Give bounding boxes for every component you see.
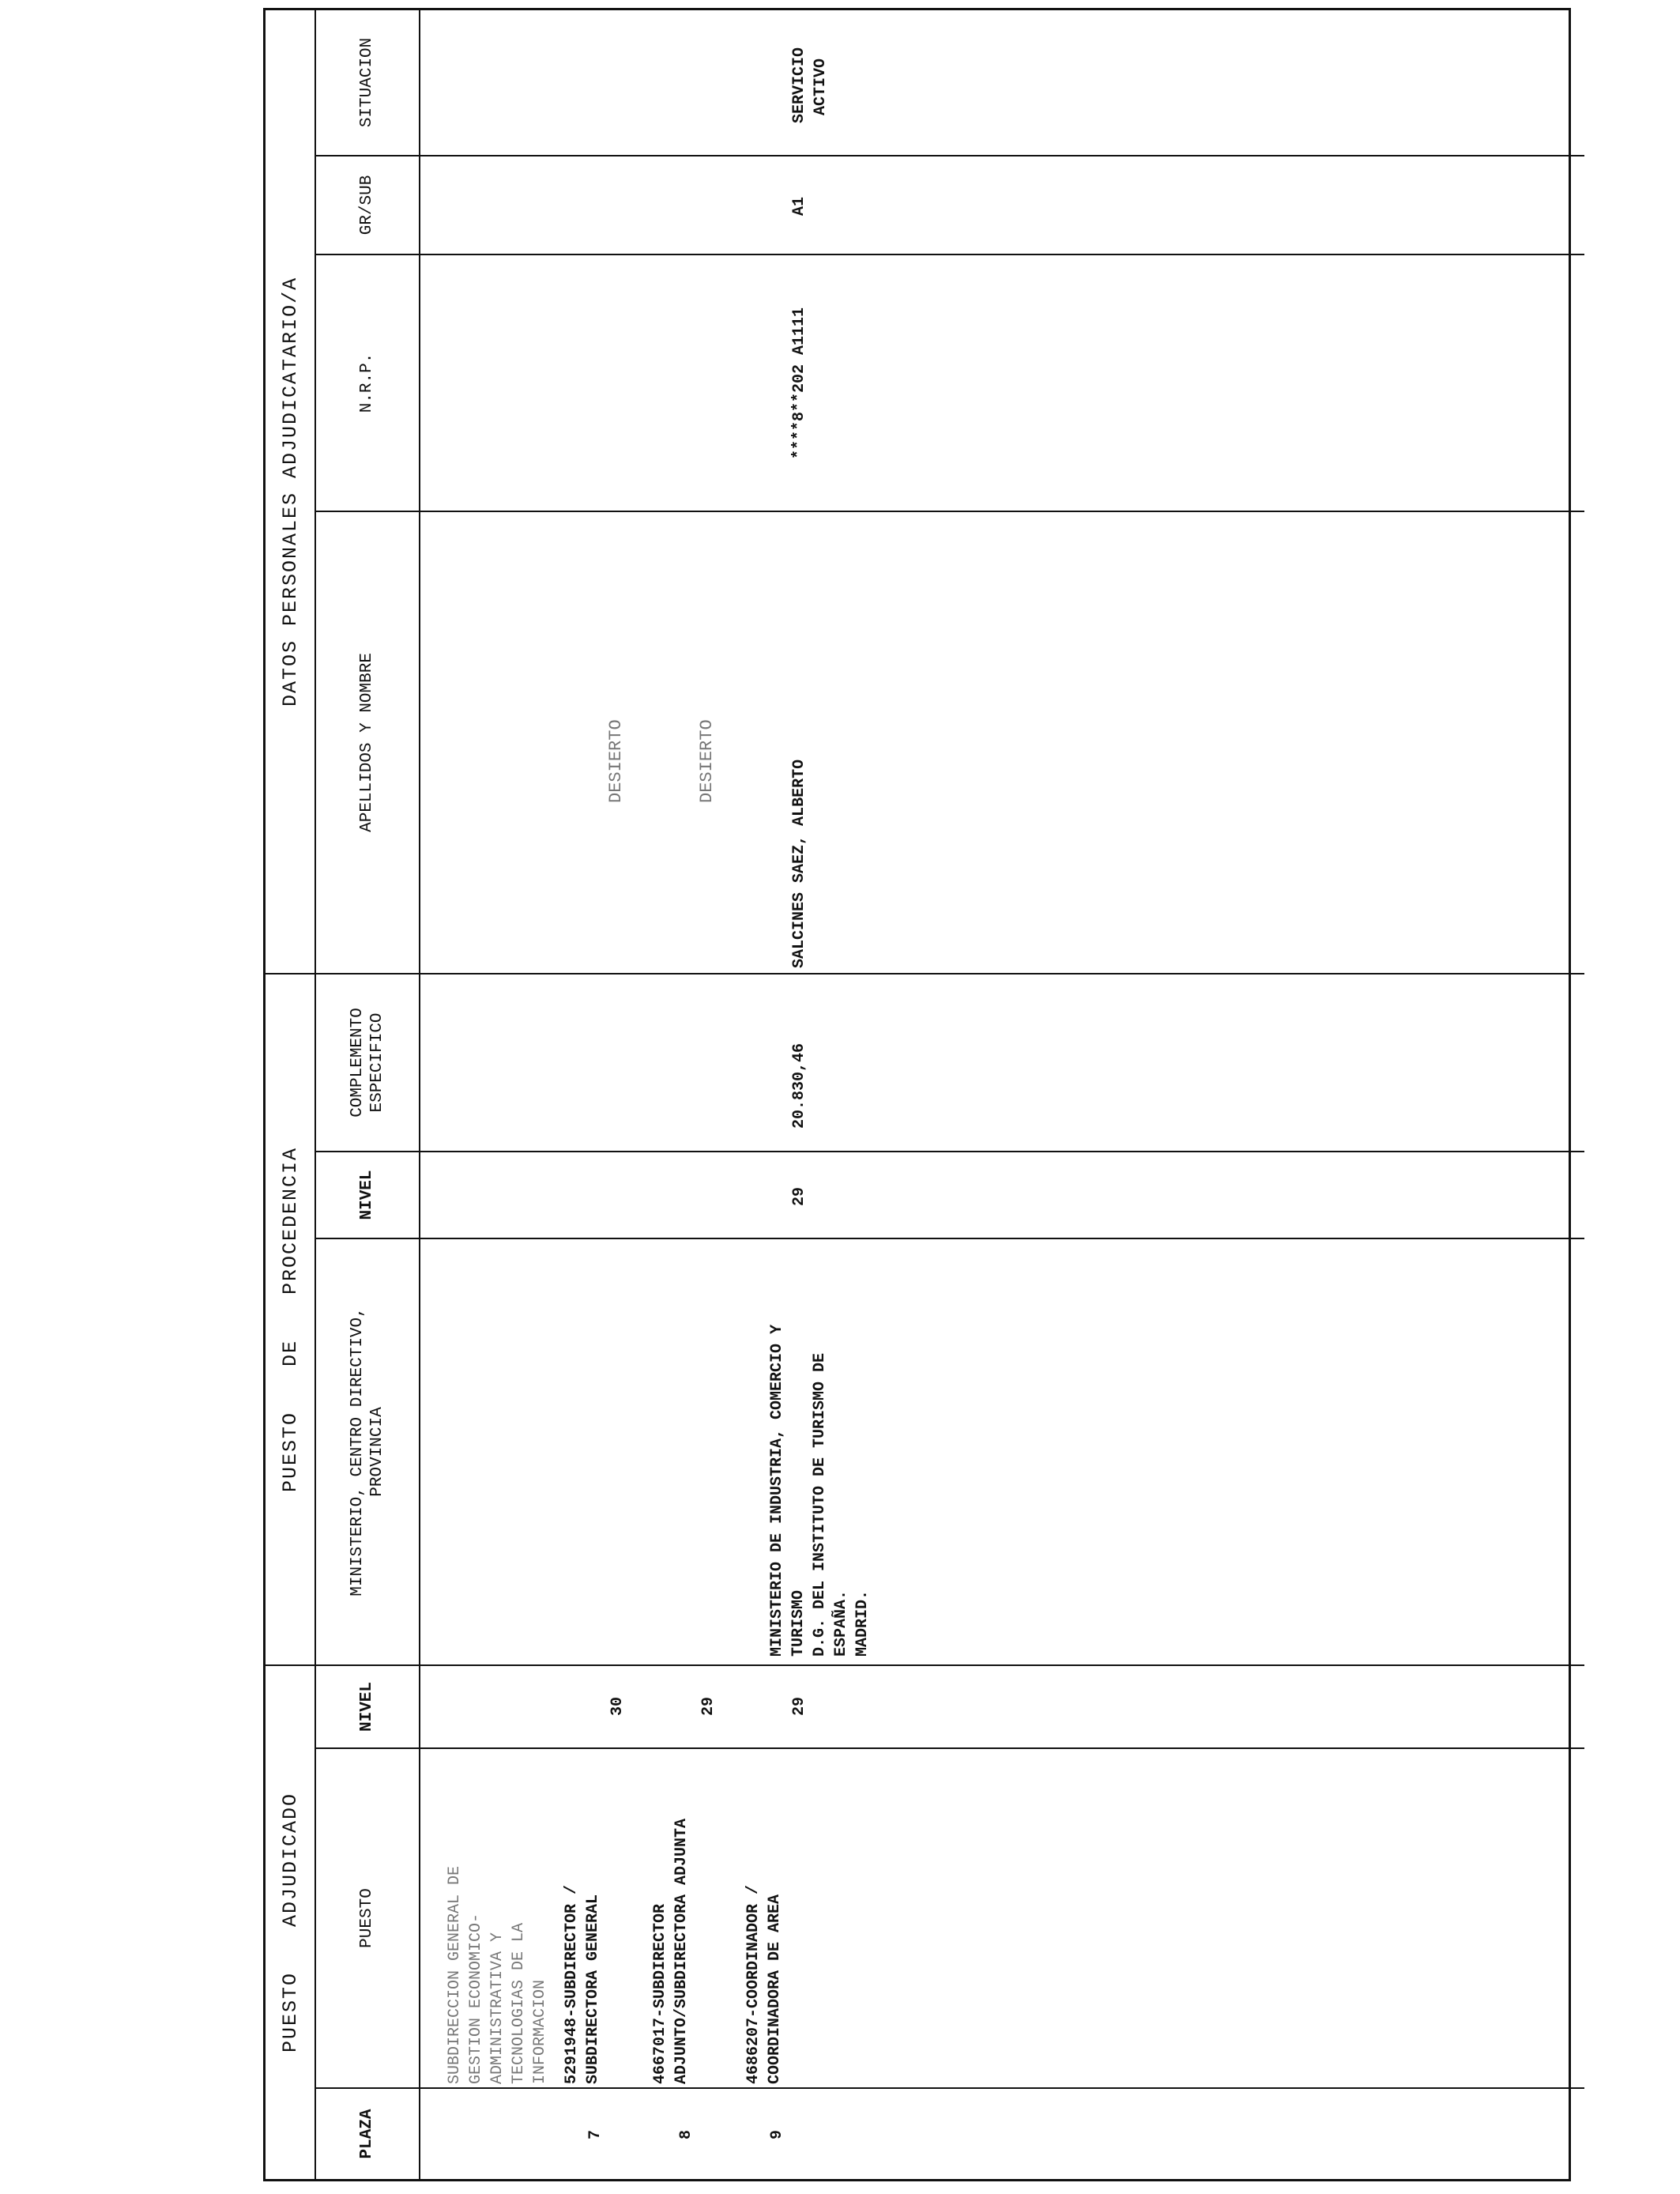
col-nrp: N.R.P. [315, 254, 420, 511]
section-line-1: SUBDIRECCION GENERAL DE [446, 1865, 464, 2084]
col-complemento-line1: COMPLEMENTO [348, 1008, 367, 1118]
row-9-situacion-line-2: ACTIVO [812, 58, 830, 115]
col-grsub: GR/SUB [315, 156, 420, 254]
row-9-situacion-line-1: SERVICIO [790, 47, 808, 123]
row-9-puesto-line-2: COORDINADORA DE AREA [766, 1894, 784, 2084]
col-complemento-line2: ESPECIFICO [368, 1012, 386, 1113]
rotated-table [266, 10, 1569, 2179]
row-9-nivel-procedencia: 29 [790, 1186, 808, 1206]
cell-situacion [420, 10, 1584, 156]
cell-nrp [420, 254, 1584, 511]
row-9-ministerio-line-1: MINISTERIO DE INDUSTRIA, COMERCIO Y [768, 1324, 786, 1657]
row-7-puesto-line-1: 5291948-SUBDIRECTOR / [563, 1884, 581, 2084]
row-9-ministerio-line-5: MADRID. [853, 1589, 872, 1657]
row-8-apellidos: DESIERTO [697, 719, 717, 803]
row-8-nivel: 29 [699, 1696, 718, 1716]
row-9-ministerio-line-3: D.G. DEL INSTITUTO DE TURISMO DE [811, 1352, 829, 1657]
row-9-grsub: A1 [790, 196, 808, 216]
col-ministerio-line1: MINISTERIO, CENTRO DIRECTIVO, [348, 1307, 367, 1596]
col-ministerio [315, 1238, 420, 1665]
row-8-plaza: 8 [677, 2129, 695, 2139]
cell-grsub [420, 156, 1584, 254]
row-9-plaza: 9 [768, 2129, 786, 2139]
col-nivel: NIVEL [315, 1665, 420, 1748]
row-8-puesto-line-1: 4667017-SUBDIRECTOR [651, 1903, 669, 2084]
adjudication-table [266, 10, 1584, 2179]
col-puesto: PUESTO [315, 1748, 420, 2088]
row-8-puesto-line-2: ADJUNTO/SUBDIRECTORA ADJUNTA [672, 1818, 691, 2084]
row-7-nivel: 30 [608, 1696, 627, 1716]
cell-ministerio [420, 1238, 1584, 1665]
cell-nivel-procedencia [420, 1152, 1584, 1238]
row-7-plaza: 7 [586, 2129, 605, 2139]
row-7-puesto-line-2: SUBDIRECTORA GENERAL [584, 1894, 602, 2084]
cell-puesto [420, 1748, 1584, 2088]
row-9-nrp: ****8**202 A1111 [790, 307, 808, 459]
cell-complemento [420, 974, 1584, 1152]
row-9-ministerio-line-2: TURISMO [789, 1589, 808, 1657]
row-9-apellidos: SALCINES SAEZ, ALBERTO [790, 759, 808, 968]
row-9-ministerio-line-4: ESPAÑA. [832, 1589, 850, 1657]
group-puesto-de-procedencia: PUESTO DE PROCEDENCIA [266, 974, 315, 1665]
section-line-2: GESTION ECONOMICO- [467, 1913, 485, 2084]
col-situacion: SITUACION [315, 10, 420, 156]
row-9-puesto-line-1: 4686207-COORDINADOR / [744, 1884, 763, 2084]
group-datos-personales: DATOS PERSONALES ADJUDICATARIO/A [266, 10, 315, 974]
col-ministerio-line2: PROVINCIA [368, 1407, 386, 1497]
section-line-4: TECNOLOGIAS DE LA [510, 1922, 528, 2084]
section-line-3: ADMINISTRATIVA Y [488, 1932, 507, 2084]
row-9-nivel: 29 [790, 1696, 808, 1716]
col-complemento [315, 974, 420, 1152]
col-nivel-procedencia: NIVEL [315, 1152, 420, 1238]
col-apellidos: APELLIDOS Y NOMBRE [315, 511, 420, 974]
section-line-5: INFORMACION [531, 1979, 549, 2084]
cell-plaza [420, 2088, 1584, 2179]
col-plaza: PLAZA [315, 2088, 420, 2179]
row-7-apellidos: DESIERTO [606, 719, 626, 803]
cell-nivel [420, 1665, 1584, 1748]
row-9-complemento: 20.830,46 [790, 1042, 808, 1129]
cell-apellidos [420, 511, 1584, 974]
group-puesto-adjudicado: PUESTO ADJUDICADO [266, 1665, 315, 2179]
